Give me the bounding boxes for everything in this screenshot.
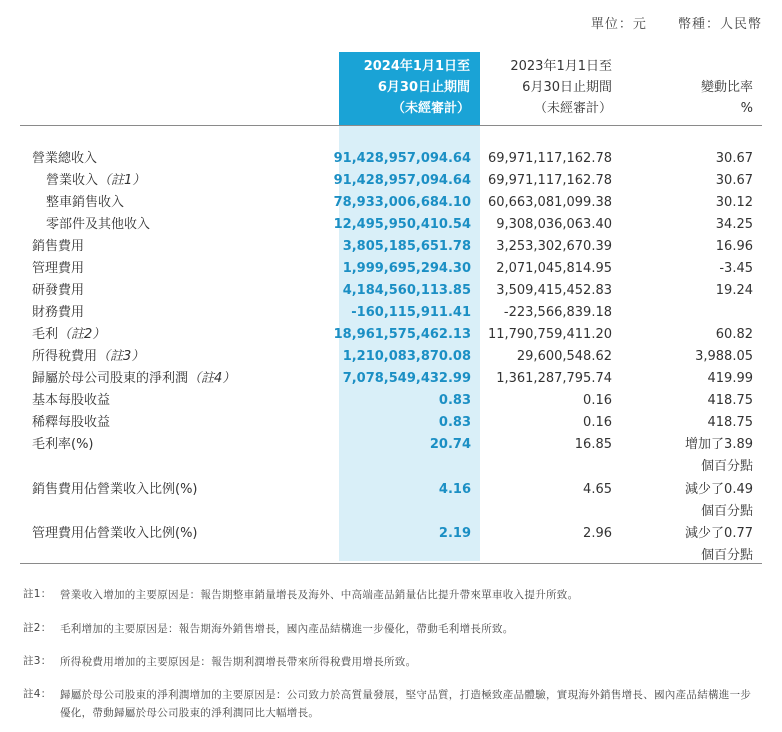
- previous-period-value: -223,566,839.18: [503, 305, 612, 320]
- row-label: [32, 479, 198, 501]
- row-label: [32, 390, 110, 412]
- unit-currency-line: [591, 13, 762, 32]
- previous-period-header-line-3: （未經審計）: [533, 101, 612, 116]
- row-label-text: 稀釋每股收益: [32, 415, 111, 430]
- previous-period-value: 9,308,036,063.40: [496, 217, 612, 232]
- row-label: [32, 280, 84, 302]
- change-ratio-value: 減少了0.77: [685, 526, 753, 541]
- footnote-4-tag: 註4：: [23, 688, 52, 700]
- row-label: [32, 258, 84, 280]
- previous-period-value: 29,600,548.62: [516, 349, 612, 364]
- current-period-value: 7,078,549,432.99: [342, 371, 471, 386]
- row-label: [32, 324, 105, 346]
- change-ratio-unit: 個百分點: [700, 548, 753, 563]
- previous-period-value: 0.16: [583, 415, 612, 430]
- footnote-2-tag: 註2：: [23, 622, 52, 634]
- change-ratio-value: 16.96: [715, 239, 753, 254]
- row-label: [32, 346, 144, 368]
- footnote-2-text: 毛利增加的主要原因是：報告期海外銷售增長，國內產品結構進一步優化，帶動毛利增長所致。: [60, 623, 514, 635]
- row-label-text: 歸屬於母公司股東的淨利潤: [32, 371, 189, 386]
- row-label-text: 銷售費用: [32, 239, 85, 254]
- current-period-header: [339, 56, 470, 119]
- current-period-header-line-2: 6月30日止期間: [377, 80, 470, 95]
- current-period-value: 1,210,083,870.08: [342, 349, 471, 364]
- current-period-value: 18,961,575,462.13: [333, 327, 471, 342]
- row-label-text: 所得稅費用: [32, 349, 98, 364]
- row-label: [32, 148, 97, 170]
- table-row: [20, 324, 762, 346]
- current-period-value: 12,495,950,410.54: [333, 217, 471, 232]
- table-row: [20, 170, 762, 192]
- footnote-4-text: 歸屬於母公司股東的淨利潤增加的主要原因是：公司致力於高質量發展，堅守品質，打造極致產品體驗，實現海外銷售增長、國內產品結構進一步優化，帶動歸屬於母公司股東的淨利潤同比大幅增長。: [60, 689, 752, 719]
- current-period-value: 4.16: [438, 482, 471, 497]
- change-ratio-value: 減少了0.49: [685, 482, 753, 497]
- current-period-value: 91,428,957,094.64: [333, 151, 471, 166]
- change-ratio-value: 419.99: [707, 371, 753, 386]
- row-label: [32, 523, 198, 545]
- row-label: [46, 170, 145, 192]
- unit-label: 單位：元: [590, 17, 647, 32]
- change-ratio-unit: 個百分點: [700, 459, 753, 474]
- footnote-3-text: 所得稅費用增加的主要原因是：報告期利潤增長帶來所得稅費用增長所致。: [60, 656, 417, 668]
- current-period-value: -160,115,911.41: [351, 305, 471, 320]
- current-period-value: 0.83: [438, 415, 471, 430]
- row-label-text: 管理費用佔營業收入比例(%): [32, 526, 198, 541]
- footnote-3-tag: 註3：: [23, 655, 52, 667]
- change-ratio-value: 增加了3.89: [685, 437, 753, 452]
- previous-period-header-line-1: 2023年1月1日至: [510, 59, 612, 74]
- header-divider: [20, 125, 762, 126]
- table-row: [20, 479, 762, 501]
- current-period-value: 3,805,185,651.78: [342, 239, 471, 254]
- change-ratio-value: 418.75: [707, 415, 753, 430]
- previous-period-value: 16.85: [574, 437, 612, 452]
- previous-period-value: 4.65: [583, 482, 612, 497]
- row-label-text: 整車銷售收入: [46, 195, 125, 210]
- current-period-value: 2.19: [438, 526, 471, 541]
- table-row: [20, 412, 762, 434]
- table-row: [20, 236, 762, 258]
- row-label: [32, 412, 110, 434]
- table-row: [20, 280, 762, 302]
- change-ratio-value: 34.25: [715, 217, 753, 232]
- row-label: [32, 302, 84, 324]
- change-ratio-value: 418.75: [707, 393, 753, 408]
- change-ratio-value: -3.45: [719, 261, 753, 276]
- row-label: [32, 236, 84, 258]
- row-note-ref: （註3）: [97, 349, 145, 364]
- previous-period-value: 60,663,081,099.38: [487, 195, 612, 210]
- current-period-value: 1,999,695,294.30: [342, 261, 471, 276]
- change-ratio-header: [640, 77, 753, 119]
- row-label-text: 營業總收入: [32, 151, 98, 166]
- previous-period-value: 2.96: [583, 526, 612, 541]
- row-label-text: 管理費用: [32, 261, 85, 276]
- table-row: [20, 258, 762, 280]
- current-period-header-line-1: 2024年1月1日至: [363, 59, 470, 74]
- row-note-ref: （註4）: [188, 371, 236, 386]
- change-ratio-header-line-2: %: [740, 101, 753, 116]
- change-ratio-value: 60.82: [715, 327, 753, 342]
- table-row: [20, 523, 762, 545]
- previous-period-value: 69,971,117,162.78: [487, 173, 612, 188]
- current-period-value: 20.74: [429, 437, 471, 452]
- previous-period-value: 69,971,117,162.78: [487, 151, 612, 166]
- row-label-text: 基本每股收益: [32, 393, 111, 408]
- row-label: [32, 368, 235, 390]
- footnote-1-tag: 註1：: [23, 588, 52, 600]
- table-row: [20, 302, 762, 324]
- table-row: [20, 434, 762, 456]
- previous-period-header: [490, 56, 612, 119]
- table-bottom-divider: [20, 563, 762, 564]
- row-label: [46, 192, 124, 214]
- row-label-text: 營業收入: [46, 173, 99, 188]
- previous-period-value: 2,071,045,814.95: [496, 261, 612, 276]
- previous-period-value: 3,509,415,452.83: [496, 283, 612, 298]
- row-label: [32, 434, 94, 456]
- table-row: [20, 214, 762, 236]
- table-row: [20, 346, 762, 368]
- change-ratio-header-line-1: 變動比率: [700, 80, 753, 95]
- change-ratio-unit: 個百分點: [700, 504, 753, 519]
- change-ratio-value: 30.67: [715, 151, 753, 166]
- row-note-ref: （註2）: [58, 327, 106, 342]
- row-label-text: 毛利: [32, 327, 59, 342]
- current-period-value: 78,933,006,684.10: [333, 195, 471, 210]
- current-period-value: 91,428,957,094.64: [333, 173, 471, 188]
- current-period-header-line-3: （未經審計）: [391, 101, 470, 116]
- table-row: [20, 390, 762, 412]
- table-row: [20, 368, 762, 390]
- previous-period-header-line-2: 6月30日止期間: [522, 80, 612, 95]
- current-period-value: 0.83: [438, 393, 471, 408]
- row-note-ref: （註1）: [98, 173, 146, 188]
- previous-period-value: 11,790,759,411.20: [487, 327, 612, 342]
- row-label-text: 財務費用: [32, 305, 85, 320]
- row-label-text: 銷售費用佔營業收入比例(%): [32, 482, 198, 497]
- previous-period-value: 0.16: [583, 393, 612, 408]
- table-row: [20, 148, 762, 170]
- table-row: [20, 192, 762, 214]
- change-ratio-value: 30.12: [715, 195, 753, 210]
- change-ratio-value: 30.67: [715, 173, 753, 188]
- current-period-value: 4,184,560,113.85: [342, 283, 471, 298]
- currency-label: 幣種：人民幣: [677, 17, 762, 32]
- footnote-1-text: 營業收入增加的主要原因是：報告期整車銷量增長及海外、中高端產品銷量佔比提升帶來單車收入提升所致。: [60, 589, 579, 601]
- row-label-text: 毛利率(%): [32, 437, 94, 452]
- row-label: [46, 214, 150, 236]
- row-label-text: 研發費用: [32, 283, 85, 298]
- change-ratio-value: 3,988.05: [695, 349, 753, 364]
- previous-period-value: 3,253,302,670.39: [496, 239, 612, 254]
- change-ratio-value: 19.24: [715, 283, 753, 298]
- row-label-text: 零部件及其他收入: [46, 217, 151, 232]
- previous-period-value: 1,361,287,795.74: [496, 371, 612, 386]
